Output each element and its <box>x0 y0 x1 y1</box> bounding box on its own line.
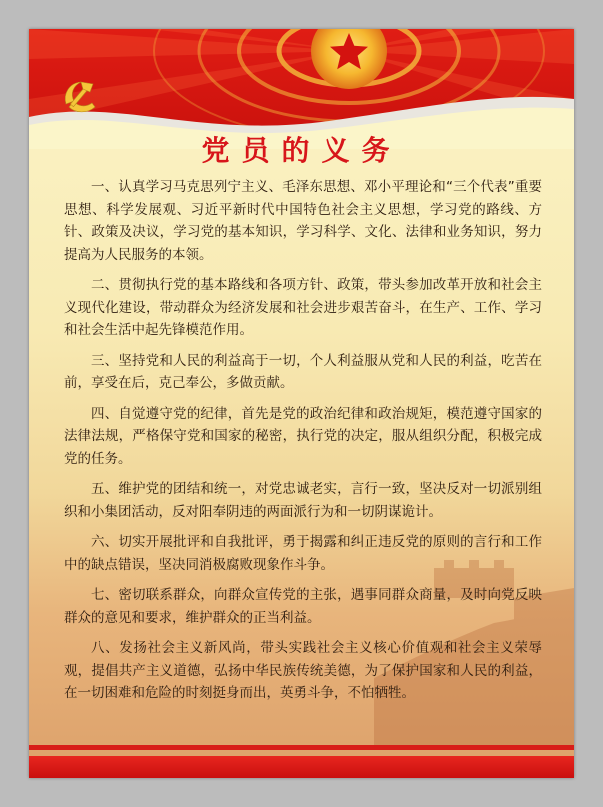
footer-thin-bar <box>29 745 574 750</box>
page-title: 党员的义务 <box>201 134 402 167</box>
duty-paragraph-5: 五、维护党的团结和统一，对党忠诚老实，言行一致，坚决反对一切派别组织和小集团活动，反对阳奉阴违的两面派行为和一切阴谋诡计。 <box>64 481 542 520</box>
duty-paragraph-4: 四、自觉遵守党的纪律，首先是党的政治纪律和政治规矩，模范遵守国家的法律法规，严格保守党和国家的秘密，执行党的决定，服从组织分配，积极完成党的任务。 <box>64 405 542 467</box>
poster <box>29 29 574 778</box>
duty-paragraph-6: 六、切实开展批评和自我批评，勇于揭露和纠正违反党的原则的言行和工作中的缺点错误，坚决同消极腐败现象作斗争。 <box>64 534 542 573</box>
duties-list <box>64 176 542 705</box>
footer-red-bar <box>29 756 574 778</box>
duty-paragraph-8: 八、发扬社会主义新风尚，带头实践社会主义核心价值观和社会主义荣辱观，提倡共产主义道德，弘扬中华民族传统美德，为了保护国家和人民的利益，在一切困难和危险的时刻挺身而出，英勇斗争，不怕牺牲。 <box>64 640 542 701</box>
duty-paragraph-3: 三、坚持党和人民的利益高于一切，个人利益服从党和人民的利益，吃苦在前，享受在后，克己奉公，多做贡献。 <box>64 352 542 391</box>
duty-paragraph-1: 一、认真学习马克思列宁主义、毛泽东思想、邓小平理论和“三个代表”重要思想、科学发展观、习近平新时代中国特色社会主义思想，学习党的路线、方针、政策及决议，学习党的基本知识，学习科学、文化、法律和业务知识，努力提高为人民服务的本领。 <box>64 179 542 263</box>
duty-paragraph-2: 二、贯彻执行党的基本路线和各项方针、政策，带头参加改革开放和社会主义现代化建设，带动群众为经济发展和社会进步艰苦奋斗，在生产、工作、学习和社会生活中起先锋模范作用。 <box>64 277 542 338</box>
party-emblem-icon <box>59 76 101 118</box>
duty-paragraph-7: 七、密切联系群众，向群众宣传党的主张，遇事同群众商量，及时向党反映群众的意见和要求，维护群众的正当利益。 <box>64 587 542 626</box>
footer-bars <box>29 733 574 778</box>
